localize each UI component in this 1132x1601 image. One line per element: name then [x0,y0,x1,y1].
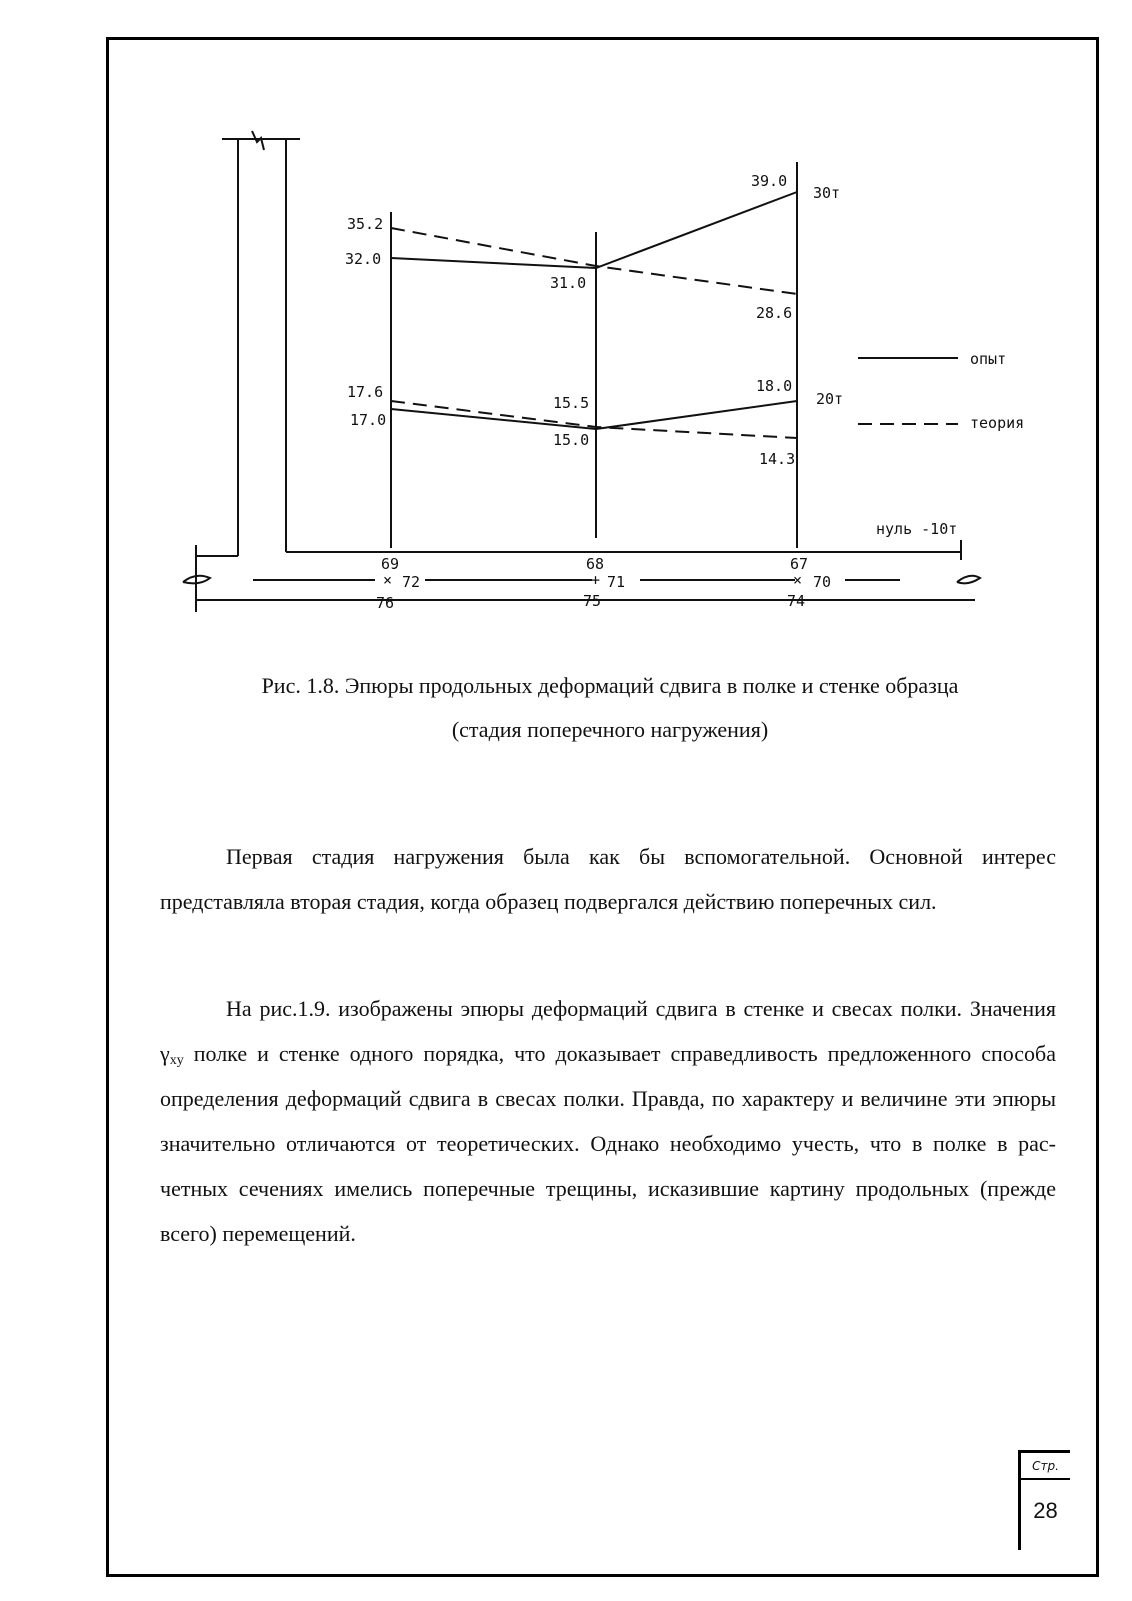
value-label-35-2: 35.2 [347,215,384,233]
value-label-31-0: 31.0 [550,274,587,292]
point-marker-71: + [591,571,601,589]
load-label-30t: 30т [813,184,841,202]
theory-curve-20t [391,401,797,438]
section-number-69: 69 [381,555,400,573]
page-number-stamp [1018,1450,1070,1550]
value-label-32-0: 32.0 [345,250,382,268]
legend-experiment-label: опыт [970,350,1007,368]
paragraph-2-text-before: На рис.1.9. изображены эпюры деформаций сдвига в стенке и свесах полки. Значения γ [160,996,1056,1066]
experiment-curve-30t [391,192,797,268]
experiment-curves [391,192,797,429]
paragraph-1 [160,834,1056,924]
value-label-17-0: 17.0 [350,411,387,429]
paragraph-1-text: Первая стадия нагружения была как бы вспомогательной. Основной интерес представляла вторая стадия, когда образец подвергался действию поперечных сил. [160,844,1056,914]
experiment-curve-20t [391,401,797,429]
section-number-70: 70 [813,573,832,591]
zero-load-label: нуль -10т [876,520,958,538]
strain-diagram-figure [175,120,1065,640]
figure-caption [160,664,1060,752]
value-label-28-6: 28.6 [756,304,793,322]
value-label-15-5: 15.5 [553,394,590,412]
specimen-outline [183,131,980,612]
section-number-72: 72 [402,573,421,591]
gamma-subscript: xy [169,1053,184,1068]
value-label-17-6: 17.6 [347,383,384,401]
figure-caption-line1: Рис. 1.8. Эпюры продольных деформаций сдвига в полке и стенке образца [261,673,959,698]
load-label-20t: 20т [816,390,844,408]
point-marker-72: × [383,571,393,589]
value-label-15-0: 15.0 [553,431,590,449]
value-label-39-0: 39.0 [751,172,788,190]
theory-curves [391,228,797,438]
figure-caption-line2: (стадия поперечного нагружения) [451,717,769,742]
legend-theory-label: теория [970,414,1025,432]
paragraph-2-text-after: полке и стенке одного порядка, что доказывает справедливость предложенного способа определения деформаций сдвига в свесах полки. Правда, по характеру и величине эти эпюры значительно отличаются от теоретических. Однако необходимо учесть, что в полке в рас-четных сечениях имелись поперечные трещины, исказившие картину продольных (прежде всего) перемещений. [160,1041,1056,1246]
legend [858,350,1024,432]
value-label-18-0: 18.0 [756,377,793,395]
point-marker-70: × [793,571,803,589]
section-number-76: 76 [376,594,395,612]
page-number: 28 [1033,1498,1058,1523]
section-number-75: 75 [583,592,602,610]
section-number-67: 67 [790,555,809,573]
section-number-71: 71 [607,573,626,591]
paragraph-2 [160,986,1056,1256]
section-number-68: 68 [586,555,605,573]
section-lines [391,162,797,548]
section-number-74: 74 [787,592,806,610]
page-label: Стр. [1021,1453,1070,1480]
value-label-14-3: 14.3 [759,450,796,468]
